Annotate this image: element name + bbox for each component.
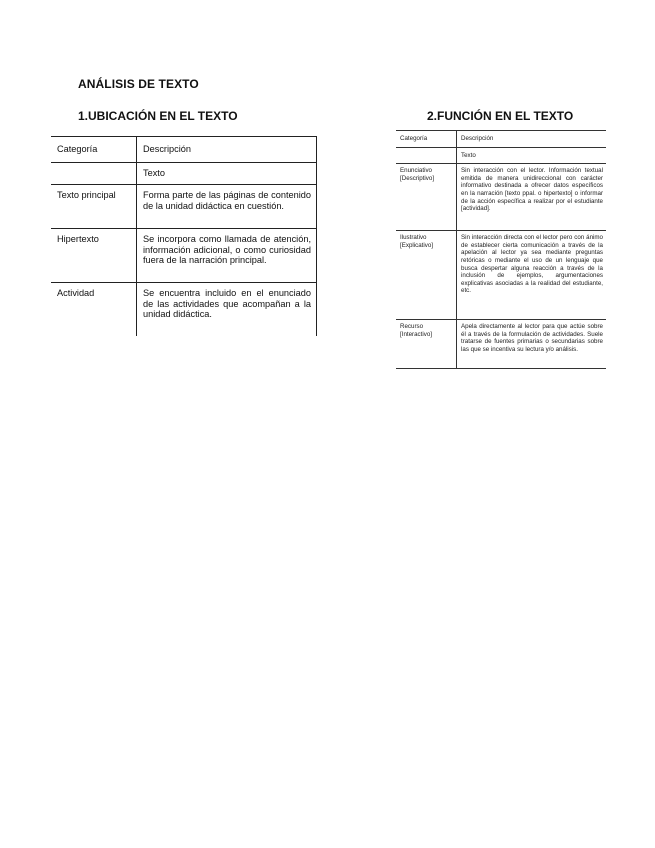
row-category: Texto principal <box>51 185 137 229</box>
table-row <box>51 283 317 337</box>
row-description: Sin interacción directa con el lector pero con ánimo de establecer cierta comunicación a través de la apelación al lector ya sea mediante preguntas retóricas o mediante el uso de un lenguaje que busca despertar alguna reacción a través de la inclusión de ejemplos, argumentaciones explicativas asociadas a la realidad del estudiante, etc. <box>457 231 607 320</box>
row-description: Sin interacción con el lector. Información textual emitida de manera unidireccional con carácter informativo destinada a ofrecer datos específicos en la narración [texto ppal. o hipertexto] o informar de la acción específica a realizar por el estudiante [actividad]. <box>457 164 607 231</box>
header-category: Categoría <box>396 131 457 148</box>
table-row <box>396 320 606 369</box>
table-subheader-row <box>51 162 317 185</box>
section1-title: 1.UBICACIÓN EN EL TEXTO <box>78 109 238 123</box>
table-row <box>396 164 606 231</box>
header-category: Categoría <box>51 137 137 163</box>
function-table <box>396 130 606 369</box>
document-title: ANÁLISIS DE TEXTO <box>78 77 199 91</box>
table-subheader-row <box>396 147 606 164</box>
row-description: Se incorpora como llamada de atención, información adicional, o como curiosidad fuera de la narración principal. <box>137 229 317 283</box>
location-table <box>51 136 317 336</box>
row-description: Apela directamente al lector para que actúe sobre él a través de la formulación de actividades. Suele tratarse de fuentes primarias o secundarias sobre las que se incentiva su lectura y/o análisis. <box>457 320 607 369</box>
subheader-empty-cell <box>396 147 457 164</box>
subheader-empty-cell <box>51 162 137 185</box>
header-description: Descripción <box>137 137 317 163</box>
table-header-row <box>51 137 317 163</box>
row-category: Ilustrativo [Explicativo] <box>396 231 457 320</box>
row-description: Se encuentra incluido en el enunciado de las actividades que acompañan a la unidad didáctica. <box>137 283 317 337</box>
row-category: Enunciativo [Descriptivo] <box>396 164 457 231</box>
row-category: Hipertexto <box>51 229 137 283</box>
table-row <box>396 231 606 320</box>
row-description: Forma parte de las páginas de contenido de la unidad didáctica en cuestión. <box>137 185 317 229</box>
table-row <box>51 185 317 229</box>
section2-title: 2.FUNCIÓN EN EL TEXTO <box>427 109 574 123</box>
table-header-row <box>396 131 606 148</box>
header-description: Descripción <box>457 131 607 148</box>
table-row <box>51 229 317 283</box>
row-category: Actividad <box>51 283 137 337</box>
subheader-text: Texto <box>457 147 607 164</box>
row-category: Recurso [Interactivo] <box>396 320 457 369</box>
subheader-text: Texto <box>137 162 317 185</box>
